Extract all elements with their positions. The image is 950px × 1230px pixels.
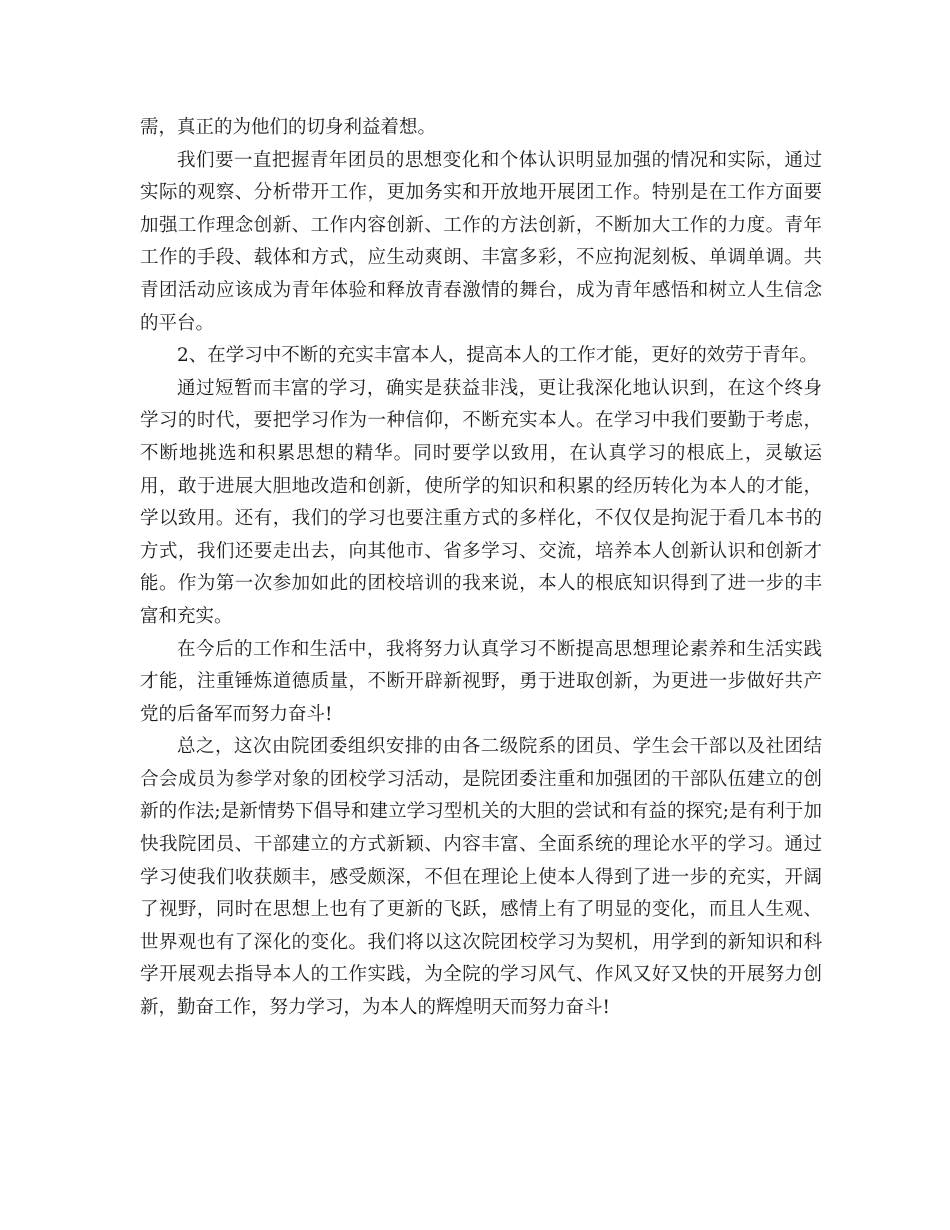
paragraph-continuation: 需，真正的为他们的切身利益着想。 [140, 117, 437, 138]
paragraph-study: 通过短暂而丰富的学习，确实是获益非浅，更让我深化地认识到，在这个终身学习的时代，要把学习作为一种信仰，不断充实本人。在学习中我们要勤于考虑，不断地挑选和积累思想的精华。同时要学以致用，在认真学习的根底上，灵敏运用，敢于进展大胆地改造和创新，使所学的知识和积累的经历转化为本人的才能，学以致用。还有，我们的学习也要注重方式的多样化，不仅仅是拘泥于看几本书的方式，我们还要走出去，向其他市、省多学习、交流，培养本人创新认识和创新才能。作为第一次参加如此的团校培训的我来说，本人的根底知识得到了进一步的丰富和充实。 [140, 377, 822, 627]
document-body [140, 112, 822, 1025]
paragraph-youth-work: 我们要一直把握青年团员的思想变化和个体认识明显加强的情况和实际，通过实际的观察、分析带开工作，更加务实和开放地开展团工作。特别是在工作方面要加强工作理念创新、工作内容创新、工作的方法创新，不断加大工作的力度。青年工作的手段、载体和方式，应生动爽朗、丰富多彩，不应拘泥刻板、单调单调。共青团活动应该成为青年体验和释放青春激情的舞台，成为青年感悟和树立人生信念的平台。 [140, 149, 822, 334]
paragraph-heading-point-2: 2、在学习中不断的充实丰富本人，提高本人的工作才能，更好的效劳于青年。 [177, 345, 818, 367]
paragraph-conclusion: 总之，这次由院团委组织安排的由各二级院系的团员、学生会干部以及社团结合会成员为参学对象的团校学习活动，是院团委注重和加强团的干部队伍建立的创新的作法;是新情势下倡导和建立学习型机关的大胆的尝试和有益的探究;是有利于加快我院团员、干部建立的方式新颖、内容丰富、全面系统的理论水平的学习。通过学习使我们收获颇丰，感受颇深，不但在理论上使本人得到了进一步的充实，开阔了视野，同时在思想上也有了更新的飞跃，感情上有了明显的变化，而且人生观、世界观也有了深化的变化。我们将以这次院团校学习为契机，用学到的新知识和科学开展观去指导本人的工作实践，为全院的学习风气、作风又好又快的开展努力创新，勤奋工作，努力学习，为本人的辉煌明天而努力奋斗! [140, 736, 822, 1019]
paragraph-future: 在今后的工作和生活中，我将努力认真学习不断提高思想理论素养和生活实践才能，注重锤炼道德质量，不断开辟新视野，勇于进取创新，为更进一步做好共产党的后备军而努力奋斗! [140, 638, 822, 725]
